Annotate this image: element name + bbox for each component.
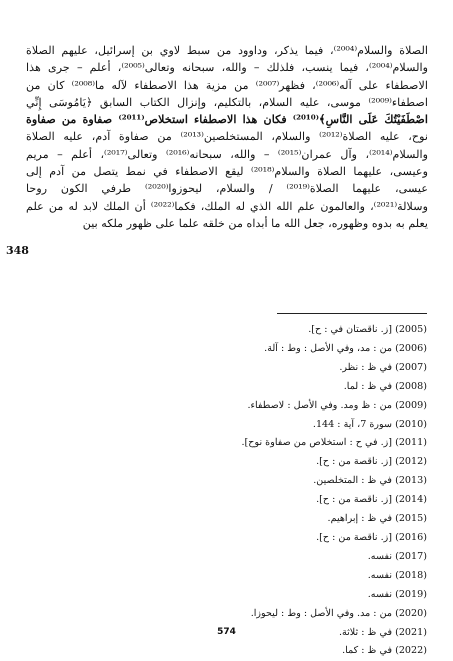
footnote-divider bbox=[277, 313, 427, 314]
footnote: (2008) في ظ : لما. bbox=[343, 380, 427, 392]
text-line: نوح، عليه الصلاة⁽²⁰¹²⁾ والسلام، المستخلصين⁽²⁰¹³⁾ من صفاوة آدم، عليه الصلاة bbox=[26, 130, 428, 144]
text-line: الاصطفاء على آله⁽²⁰⁰⁶⁾، فظهر⁽²⁰⁰⁷⁾ من مزية هذا الاصطفاء لآله ما⁽²⁰⁰⁸⁾ كان من bbox=[26, 78, 428, 92]
footnote: (2005) [ز. ناقصتان في : ح]. bbox=[308, 324, 427, 335]
footnote: (2007) في ظ : نظر. bbox=[339, 361, 427, 373]
marginal-page-number: 348 bbox=[6, 244, 29, 257]
text-line: عيسى، عليهما الصلاة⁽²⁰¹⁹⁾ / والسلام، ليحوزوا⁽²⁰²⁰⁾ طرفي الكون روحا bbox=[26, 182, 428, 196]
footnote: (2006) من : مد، وفي الأصل : وط : آلة. bbox=[264, 342, 427, 354]
footnote: (2017) نفسه. bbox=[367, 550, 427, 562]
footnote: (2022) في ظ : كما. bbox=[342, 645, 427, 657]
footnote: (2015) في ظ : إبراهيم. bbox=[327, 513, 427, 525]
text-line: وسلالة⁽²⁰²¹⁾، والعالمون علم الله الذي له الملك، فكما⁽²⁰²²⁾ أن الملك لابد له من علم bbox=[26, 199, 428, 213]
footnote: (2012) [ز. ناقصة من : ح]. bbox=[316, 456, 427, 468]
text-line-quran-verse: اصْطَفَيْتُكَ عَلَى النَّاسِ﴾⁽²⁰¹⁰⁾ فكان هذا الاصطفاء استخلاص⁽²⁰¹¹⁾ صفاوة من صفاوة bbox=[26, 112, 428, 127]
main-text bbox=[26, 42, 428, 232]
text-line: وعيسى، عليهما الصلاة والسلام⁽²⁰¹⁸⁾ ليقع الاصطفاء في نمط يتصل من آدم إلى bbox=[26, 165, 428, 179]
text-line: والسلام⁽²⁰⁰⁴⁾، فيما ينسب، فلذلك – والله، سبحانه وتعالى⁽²⁰⁰⁵⁾، أعلم – جرى هذا bbox=[26, 61, 428, 75]
footnote: (2019) نفسه. bbox=[367, 588, 427, 600]
footnote: (2016) [ز. ناقصة من : ح]. bbox=[316, 531, 427, 543]
text-line: والسلام⁽²⁰¹⁴⁾، وآل عمران⁽²⁰¹⁵⁾ – والله، سبحانه⁽²⁰¹⁶⁾ وتعالى⁽²⁰¹⁷⁾، أعلم – مريم bbox=[26, 147, 428, 161]
footnote: (2020) من : مد. وفي الأصل : وط : ليحوزا. bbox=[250, 607, 427, 619]
footnote: (2014) [ز. ناقصة من : ح]. bbox=[316, 494, 427, 506]
footnote: (2018) نفسه. bbox=[367, 569, 427, 581]
text-line: الصلاة والسلام⁽²⁰⁰⁴⁾، فيما يذكر، وداوود من سبط لاوي بن إسرائيل، عليهم الصلاة bbox=[26, 44, 428, 57]
page-number: 574 bbox=[217, 627, 236, 637]
footnotes bbox=[27, 321, 427, 661]
text-line: اصطفاء⁽²⁰⁰⁹⁾ موسى، عليه السلام، بالتكليم، وإنزال الكتاب السابق ﴿يَامُوسَى إِنِّي bbox=[26, 95, 428, 109]
footnote: (2021) في ظ : ثلاثة. bbox=[338, 626, 427, 638]
text-line: يعلم به بدوه وظهوره، جعل الله ما أبداه من خلقه علما على ظهور ملكه بين bbox=[82, 216, 428, 230]
footnote: (2009) من : ظ ومد. وفي الأصل : لاصطفاء. bbox=[247, 399, 427, 411]
footnote: (2013) في ظ : المتخلصين. bbox=[313, 475, 427, 487]
footnote: (2011) [ز. في ح : استخلاص من صفاوة نوح]. bbox=[241, 437, 427, 449]
footnote: (2010) سورة 7، آية : 144. bbox=[312, 418, 427, 430]
